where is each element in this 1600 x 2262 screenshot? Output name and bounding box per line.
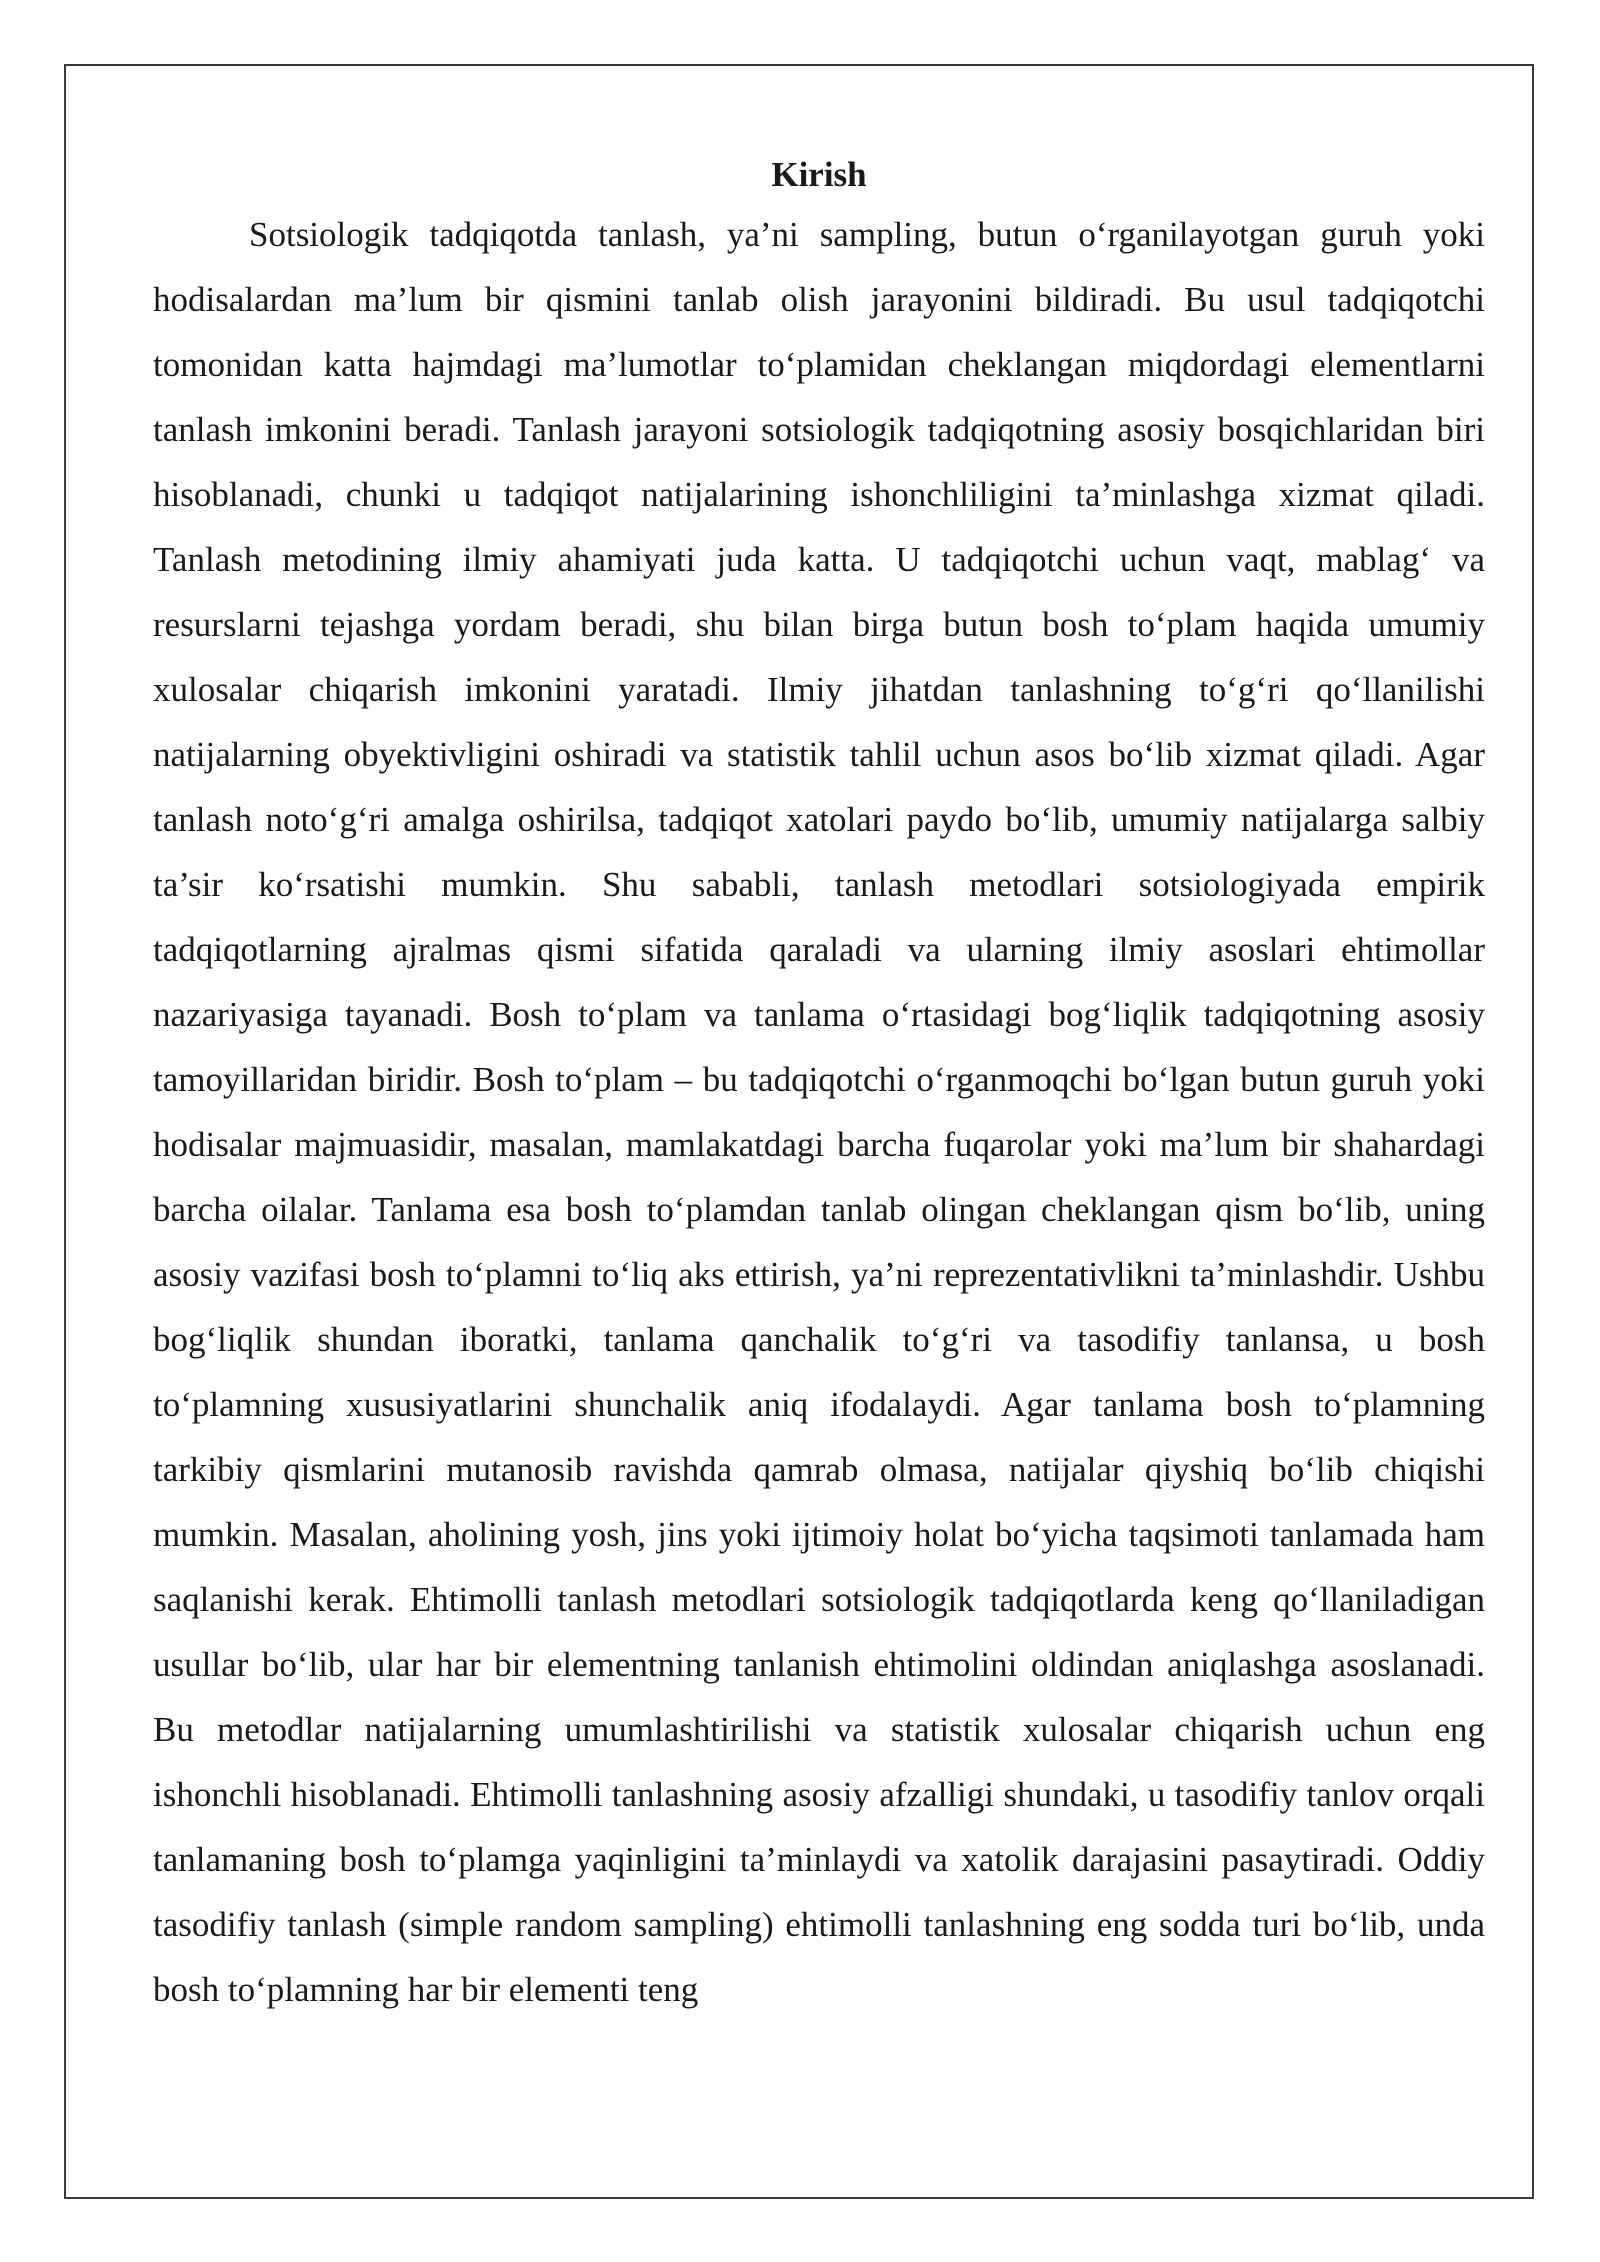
document-content	[153, 148, 1485, 2022]
body-paragraph: Sotsiologik tadqiqotda tanlash, ya’ni sampling, butun o‘rganilayotgan guruh yoki hodisalardan ma’lum bir qismini tanlab olish jarayonini bildiradi. Bu usul tadqiqotchi tomonidan katta hajmdagi ma’lumotlar to‘plamidan cheklangan miqdordagi elementlarni tanlash imkonini beradi. Tanlash jarayoni sotsiologik tadqiqotning asosiy bosqichlaridan biri hisoblanadi, chunki u tadqiqot natijalarining ishonchliligini ta’minlashga xizmat qiladi. Tanlash metodining ilmiy ahamiyati juda katta. U tadqiqotchi uchun vaqt, mablag‘ va resurslarni tejashga yordam beradi, shu bilan birga butun bosh to‘plam haqida umumiy xulosalar chiqarish imkonini yaratadi. Ilmiy jihatdan tanlashning to‘g‘ri qo‘llanilishi natijalarning obyektivligini oshiradi va statistik tahlil uchun asos bo‘lib xizmat qiladi. Agar tanlash noto‘g‘ri amalga oshirilsa, tadqiqot xatolari paydo bo‘lib, umumiy natijalarga salbiy ta’sir ko‘rsatishi mumkin. Shu sababli, tanlash metodlari sotsiologiyada empirik tadqiqotlarning ajralmas qismi sifatida qaraladi va ularning ilmiy asoslari ehtimollar nazariyasiga tayanadi. Bosh to‘plam va tanlama o‘rtasidagi bog‘liqlik tadqiqotning asosiy tamoyillaridan biridir. Bosh to‘plam – bu tadqiqotchi o‘rganmoqchi bo‘lgan butun guruh yoki hodisalar majmuasidir, masalan, mamlakatdagi barcha fuqarolar yoki ma’lum bir shahardagi barcha oilalar. Tanlama esa bosh to‘plamdan tanlab olingan cheklangan qism bo‘lib, uning asosiy vazifasi bosh to‘plamni to‘liq aks ettirish, ya’ni reprezentativlikni ta’minlashdir. Ushbu bog‘liqlik shundan iboratki, tanlama qanchalik to‘g‘ri va tasodifiy tanlansa, u bosh to‘plamning xususiyatlarini shunchalik aniq ifodalaydi. Agar tanlama bosh to‘plamning tarkibiy qismlarini mutanosib ravishda qamrab olmasa, natijalar qiyshiq bo‘lib chiqishi mumkin. Masalan, aholining yosh, jins yoki ijtimoiy holat bo‘yicha taqsimoti tanlamada ham saqlanishi kerak. Ehtimolli tanlash metodlari sotsiologik tadqiqotlarda keng qo‘llaniladigan usullar bo‘lib, ular har bir elementning tanlanish ehtimolini oldindan aniqlashga asoslanadi. Bu metodlar natijalarning umumlashtirilishi va statistik xulosalar chiqarish uchun eng ishonchli hisoblanadi. Ehtimolli tanlashning asosiy afzalligi shundaki, u tasodifiy tanlov orqali tanlamaning bosh to‘plamga yaqinligini ta’minlaydi va xatolik darajasini pasaytiradi. Oddiy tasodifiy tanlash (simple random sampling) ehtimolli tanlashning eng sodda turi bo‘lib, unda bosh to‘plamning har bir elementi teng	[153, 215, 1485, 2009]
document-title: Kirish	[771, 155, 867, 194]
